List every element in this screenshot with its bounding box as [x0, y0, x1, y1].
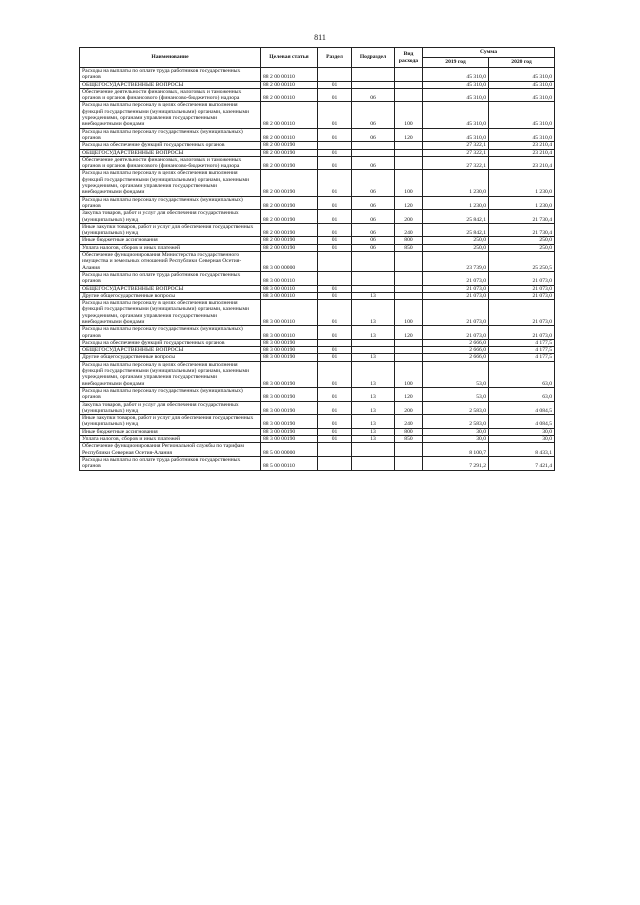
header-year-2019: 2019 год — [423, 58, 489, 68]
header-expense-type: Вид расхода — [395, 48, 423, 68]
row-expense-type — [395, 292, 423, 299]
row-subsection: 13 — [352, 300, 395, 326]
row-target: 88 2 00 00190 — [261, 210, 318, 224]
row-sum-2020: 30,0 — [489, 428, 555, 435]
row-sum-2019: 21 073,0 — [423, 285, 489, 292]
row-sum-2020: 63,0 — [489, 387, 555, 401]
row-subsection: 13 — [352, 292, 395, 299]
row-expense-type: 100 — [395, 170, 423, 196]
row-subsection: 06 — [352, 156, 395, 170]
row-name: ОБЩЕГОСУДАРСТВЕННЫЕ ВОПРОСЫ — [80, 81, 261, 88]
row-name: ОБЩЕГОСУДАРСТВЕННЫЕ ВОПРОСЫ — [80, 347, 261, 354]
row-sum-2020: 1 230,0 — [489, 196, 555, 210]
row-sum-2019: 45 310,0 — [423, 102, 489, 128]
row-name: Расходы на выплаты по оплате труда работников государственных органов — [80, 68, 261, 82]
row-target: 88 2 00 00110 — [261, 128, 318, 142]
row-sum-2020: 4 177,5 — [489, 347, 555, 354]
row-sum-2020: 21 730,4 — [489, 223, 555, 237]
row-target: 88 2 00 00190 — [261, 196, 318, 210]
row-sum-2019: 27 322,1 — [423, 149, 489, 156]
row-section: 01 — [318, 326, 352, 340]
row-sum-2020: 45 310,0 — [489, 128, 555, 142]
row-sum-2020: 21 073,0 — [489, 285, 555, 292]
row-section: 01 — [318, 387, 352, 401]
row-name: Расходы на выплаты персоналу в целях обеспечения выполнения функций государственными (муниципальными) органами, казенными учреждениями, органами управления государственными внебюджетными фондами — [80, 102, 261, 128]
table-row — [80, 271, 555, 285]
row-section: 01 — [318, 170, 352, 196]
row-target: 88 3 00 00190 — [261, 428, 318, 435]
row-subsection: 13 — [352, 354, 395, 361]
row-sum-2020: 63,0 — [489, 361, 555, 387]
row-section: 01 — [318, 401, 352, 415]
table-row — [80, 156, 555, 170]
row-sum-2019: 53,0 — [423, 361, 489, 387]
row-section: 01 — [318, 223, 352, 237]
table-row — [80, 223, 555, 237]
table-row — [80, 354, 555, 361]
row-expense-type — [395, 347, 423, 354]
row-sum-2020: 23 210,4 — [489, 142, 555, 149]
row-section — [318, 142, 352, 149]
row-target: 88 3 00 00190 — [261, 339, 318, 346]
row-name: ОБЩЕГОСУДАРСТВЕННЫЕ ВОПРОСЫ — [80, 149, 261, 156]
row-sum-2019: 30,0 — [423, 428, 489, 435]
row-expense-type: 200 — [395, 210, 423, 224]
row-sum-2020: 21 730,4 — [489, 210, 555, 224]
row-name: Расходы на выплаты персоналу в целях обеспечения выполнения функций государственными (муниципальными) органами, казенными учреждениями, органами управления государственными внебюджетными фондами — [80, 170, 261, 196]
row-sum-2020: 21 073,0 — [489, 271, 555, 285]
row-sum-2020: 4 084,5 — [489, 415, 555, 429]
row-target: 88 2 00 00110 — [261, 68, 318, 82]
row-sum-2019: 45 310,0 — [423, 81, 489, 88]
row-target: 88 2 00 00190 — [261, 170, 318, 196]
table-row — [80, 361, 555, 387]
row-subsection: 13 — [352, 361, 395, 387]
row-expense-type — [395, 156, 423, 170]
row-subsection: 06 — [352, 102, 395, 128]
row-sum-2019: 2 666,0 — [423, 354, 489, 361]
row-section: 01 — [318, 361, 352, 387]
row-section: 01 — [318, 354, 352, 361]
row-subsection: 06 — [352, 128, 395, 142]
row-target: 88 3 00 00190 — [261, 354, 318, 361]
row-expense-type — [395, 271, 423, 285]
row-sum-2019: 250,0 — [423, 237, 489, 244]
row-target: 88 5 00 00110 — [261, 456, 318, 470]
row-section: 01 — [318, 244, 352, 251]
row-subsection: 13 — [352, 415, 395, 429]
row-sum-2019: 25 842,1 — [423, 210, 489, 224]
row-section: 01 — [318, 102, 352, 128]
row-target: 88 2 00 00190 — [261, 244, 318, 251]
page-number: 811 — [314, 33, 326, 42]
row-sum-2019: 21 073,0 — [423, 271, 489, 285]
row-expense-type — [395, 285, 423, 292]
row-target: 88 3 00 00190 — [261, 361, 318, 387]
row-target: 88 3 00 00190 — [261, 401, 318, 415]
row-expense-type — [395, 443, 423, 457]
table-row — [80, 170, 555, 196]
row-subsection: 06 — [352, 223, 395, 237]
header-row-1 — [80, 48, 555, 58]
row-sum-2019: 30,0 — [423, 436, 489, 443]
row-expense-type: 200 — [395, 401, 423, 415]
row-section: 01 — [318, 81, 352, 88]
table-row — [80, 443, 555, 457]
row-name: Расходы на выплаты по оплате труда работников государственных органов — [80, 456, 261, 470]
row-sum-2020: 4 084,5 — [489, 401, 555, 415]
row-target: 88 3 00 00110 — [261, 285, 318, 292]
table-header — [80, 48, 555, 68]
row-sum-2020: 4 177,5 — [489, 354, 555, 361]
row-section: 01 — [318, 88, 352, 102]
row-expense-type: 120 — [395, 128, 423, 142]
row-sum-2020: 1 230,0 — [489, 170, 555, 196]
table-row — [80, 339, 555, 346]
row-name: ОБЩЕГОСУДАРСТВЕННЫЕ ВОПРОСЫ — [80, 285, 261, 292]
row-sum-2020: 23 210,4 — [489, 149, 555, 156]
row-sum-2020: 23 210,4 — [489, 156, 555, 170]
row-target: 88 5 00 00000 — [261, 443, 318, 457]
row-subsection: 06 — [352, 244, 395, 251]
row-expense-type: 240 — [395, 415, 423, 429]
row-section: 01 — [318, 300, 352, 326]
row-name: Расходы на выплаты персоналу государственных (муниципальных) органов — [80, 387, 261, 401]
row-sum-2019: 7 291,2 — [423, 456, 489, 470]
row-sum-2020: 7 421,4 — [489, 456, 555, 470]
row-sum-2020: 45 310,0 — [489, 102, 555, 128]
row-expense-type: 240 — [395, 223, 423, 237]
row-subsection: 06 — [352, 196, 395, 210]
row-name: Обеспечение деятельности финансовых, налоговых и таможенных органов и органов финансового (финансово-бюджетного) надзора — [80, 88, 261, 102]
row-sum-2020: 250,0 — [489, 244, 555, 251]
row-sum-2020: 45 310,0 — [489, 81, 555, 88]
header-target: Целевая статья — [261, 48, 318, 68]
row-section: 01 — [318, 196, 352, 210]
row-sum-2020: 21 073,0 — [489, 300, 555, 326]
row-subsection — [352, 142, 395, 149]
row-sum-2019: 23 739,0 — [423, 252, 489, 272]
row-target: 88 3 00 00110 — [261, 271, 318, 285]
table-row — [80, 210, 555, 224]
table-row — [80, 81, 555, 88]
row-name: Расходы на обеспечение функций государственных органов — [80, 339, 261, 346]
header-section: Раздел — [318, 48, 352, 68]
table-row — [80, 128, 555, 142]
row-section — [318, 252, 352, 272]
table-row — [80, 102, 555, 128]
row-sum-2020: 30,0 — [489, 436, 555, 443]
row-subsection — [352, 81, 395, 88]
row-sum-2019: 45 310,0 — [423, 128, 489, 142]
row-section: 01 — [318, 237, 352, 244]
row-name: Расходы на выплаты персоналу государственных (муниципальных) органов — [80, 128, 261, 142]
row-expense-type — [395, 142, 423, 149]
row-name: Обеспечение функционирования Министерства государственного имущества и земельных отношений Республики Северная Осетия-Алания — [80, 252, 261, 272]
row-target: 88 2 00 00190 — [261, 237, 318, 244]
row-expense-type — [395, 68, 423, 82]
row-sum-2019: 2 583,0 — [423, 401, 489, 415]
row-subsection: 06 — [352, 237, 395, 244]
row-subsection: 06 — [352, 210, 395, 224]
row-expense-type — [395, 339, 423, 346]
row-sum-2020: 4 177,5 — [489, 339, 555, 346]
table-row — [80, 456, 555, 470]
row-name: Обеспечение деятельности финансовых, налоговых и таможенных органов и органов финансового (финансово-бюджетного) надзора — [80, 156, 261, 170]
row-name: Обеспечение функционирования Региональной службы по тарифам Республики Северная Осетия-Алания — [80, 443, 261, 457]
row-sum-2019: 1 230,0 — [423, 196, 489, 210]
row-sum-2019: 21 073,0 — [423, 300, 489, 326]
row-section: 01 — [318, 210, 352, 224]
row-sum-2020: 45 310,0 — [489, 68, 555, 82]
row-sum-2019: 27 322,1 — [423, 142, 489, 149]
row-sum-2020: 45 310,0 — [489, 88, 555, 102]
row-sum-2020: 21 073,0 — [489, 326, 555, 340]
header-subsection: Подраздел — [352, 48, 395, 68]
row-sum-2019: 2 583,0 — [423, 415, 489, 429]
row-target: 88 3 00 00110 — [261, 326, 318, 340]
row-name: Закупка товаров, работ и услуг для обеспечения государственных (муниципальных) нужд — [80, 210, 261, 224]
row-target: 88 2 00 00190 — [261, 149, 318, 156]
row-name: Уплата налогов, сборов и иных платежей — [80, 244, 261, 251]
row-expense-type — [395, 81, 423, 88]
row-target: 88 2 00 00110 — [261, 102, 318, 128]
row-name: Расходы на выплаты персоналу в целях обеспечения выполнения функций государственными (муниципальными) органами, казенными учреждениями, органами управления государственными внебюджетными фондами — [80, 300, 261, 326]
row-name: Уплата налогов, сборов и иных платежей — [80, 436, 261, 443]
row-section — [318, 443, 352, 457]
row-name: Расходы на выплаты персоналу государственных (муниципальных) органов — [80, 326, 261, 340]
table-row — [80, 436, 555, 443]
row-target: 88 3 00 00110 — [261, 292, 318, 299]
row-sum-2019: 2 666,0 — [423, 347, 489, 354]
table-row — [80, 300, 555, 326]
row-subsection — [352, 285, 395, 292]
row-name: Расходы на обеспечение функций государственных органов — [80, 142, 261, 149]
row-subsection: 06 — [352, 88, 395, 102]
header-name: Наименование — [80, 48, 261, 68]
row-section: 01 — [318, 347, 352, 354]
row-expense-type: 120 — [395, 196, 423, 210]
table-row — [80, 149, 555, 156]
row-sum-2019: 25 842,1 — [423, 223, 489, 237]
row-expense-type — [395, 354, 423, 361]
row-sum-2019: 21 073,0 — [423, 326, 489, 340]
row-subsection — [352, 339, 395, 346]
row-expense-type: 120 — [395, 387, 423, 401]
table-row — [80, 252, 555, 272]
row-expense-type: 100 — [395, 361, 423, 387]
row-expense-type: 850 — [395, 436, 423, 443]
row-subsection — [352, 347, 395, 354]
budget-table — [79, 47, 555, 471]
row-name: Другие общегосударственные вопросы — [80, 292, 261, 299]
header-year-2020: 2020 год — [489, 58, 555, 68]
row-name: Иные закупки товаров, работ и услуг для обеспечения государственных (муниципальных) нужд — [80, 223, 261, 237]
row-name: Иные бюджетные ассигнования — [80, 428, 261, 435]
row-target: 88 3 00 00190 — [261, 436, 318, 443]
row-name: Иные закупки товаров, работ и услуг для обеспечения государственных (муниципальных) нужд — [80, 415, 261, 429]
row-sum-2020: 250,0 — [489, 237, 555, 244]
row-section: 01 — [318, 128, 352, 142]
table-row — [80, 237, 555, 244]
row-target: 88 3 00 00190 — [261, 415, 318, 429]
row-subsection: 13 — [352, 401, 395, 415]
row-subsection — [352, 271, 395, 285]
row-sum-2019: 27 322,1 — [423, 156, 489, 170]
row-section: 01 — [318, 428, 352, 435]
row-expense-type — [395, 456, 423, 470]
table-row — [80, 428, 555, 435]
table-row — [80, 401, 555, 415]
row-expense-type: 800 — [395, 237, 423, 244]
row-target: 88 2 00 00190 — [261, 223, 318, 237]
row-sum-2019: 2 666,0 — [423, 339, 489, 346]
row-section: 01 — [318, 436, 352, 443]
table-row — [80, 292, 555, 299]
table-row — [80, 326, 555, 340]
row-expense-type: 120 — [395, 326, 423, 340]
table-row — [80, 244, 555, 251]
row-sum-2019: 21 073,0 — [423, 292, 489, 299]
row-target: 88 2 00 00110 — [261, 81, 318, 88]
row-expense-type: 850 — [395, 244, 423, 251]
row-sum-2019: 45 310,0 — [423, 68, 489, 82]
row-subsection: 13 — [352, 436, 395, 443]
row-target: 88 2 00 00190 — [261, 156, 318, 170]
table-row — [80, 196, 555, 210]
row-name: Закупка товаров, работ и услуг для обеспечения государственных (муниципальных) нужд — [80, 401, 261, 415]
row-section: 01 — [318, 156, 352, 170]
row-sum-2019: 250,0 — [423, 244, 489, 251]
row-subsection — [352, 443, 395, 457]
row-target: 88 3 00 00190 — [261, 347, 318, 354]
row-subsection: 13 — [352, 326, 395, 340]
row-expense-type: 100 — [395, 300, 423, 326]
table-row — [80, 88, 555, 102]
row-target: 88 2 00 00190 — [261, 142, 318, 149]
row-name: Другие общегосударственные вопросы — [80, 354, 261, 361]
row-section — [318, 271, 352, 285]
row-name: Иные бюджетные ассигнования — [80, 237, 261, 244]
row-subsection — [352, 149, 395, 156]
table-row — [80, 347, 555, 354]
row-subsection: 13 — [352, 428, 395, 435]
row-section: 01 — [318, 149, 352, 156]
row-expense-type — [395, 252, 423, 272]
row-subsection: 06 — [352, 170, 395, 196]
row-expense-type — [395, 149, 423, 156]
table-row — [80, 68, 555, 82]
row-subsection: 13 — [352, 387, 395, 401]
row-sum-2020: 25 250,5 — [489, 252, 555, 272]
row-expense-type: 100 — [395, 102, 423, 128]
row-section: 01 — [318, 292, 352, 299]
table-row — [80, 415, 555, 429]
table-row — [80, 142, 555, 149]
row-sum-2019: 45 310,0 — [423, 88, 489, 102]
row-sum-2020: 8 433,1 — [489, 443, 555, 457]
row-name: Расходы на выплаты персоналу государственных (муниципальных) органов — [80, 196, 261, 210]
row-section — [318, 339, 352, 346]
row-target: 88 3 00 00000 — [261, 252, 318, 272]
row-target: 88 3 00 00110 — [261, 300, 318, 326]
row-expense-type — [395, 88, 423, 102]
row-section: 01 — [318, 415, 352, 429]
table-body — [80, 68, 555, 471]
row-sum-2019: 8 100,7 — [423, 443, 489, 457]
row-name: Расходы на выплаты по оплате труда работников государственных органов — [80, 271, 261, 285]
row-section — [318, 456, 352, 470]
row-section: 01 — [318, 285, 352, 292]
row-subsection — [352, 456, 395, 470]
row-target: 88 3 00 00190 — [261, 387, 318, 401]
row-subsection — [352, 252, 395, 272]
row-expense-type: 800 — [395, 428, 423, 435]
table-row — [80, 285, 555, 292]
row-sum-2019: 53,0 — [423, 387, 489, 401]
row-sum-2020: 21 073,0 — [489, 292, 555, 299]
table-row — [80, 387, 555, 401]
row-sum-2019: 1 230,0 — [423, 170, 489, 196]
row-target: 88 2 00 00110 — [261, 88, 318, 102]
header-sum: Сумма — [423, 48, 555, 58]
row-name: Расходы на выплаты персоналу в целях обеспечения выполнения функций государственными (муниципальными) органами, казенными учреждениями, органами управления государственными внебюджетными фондами — [80, 361, 261, 387]
row-section — [318, 68, 352, 82]
row-subsection — [352, 68, 395, 82]
